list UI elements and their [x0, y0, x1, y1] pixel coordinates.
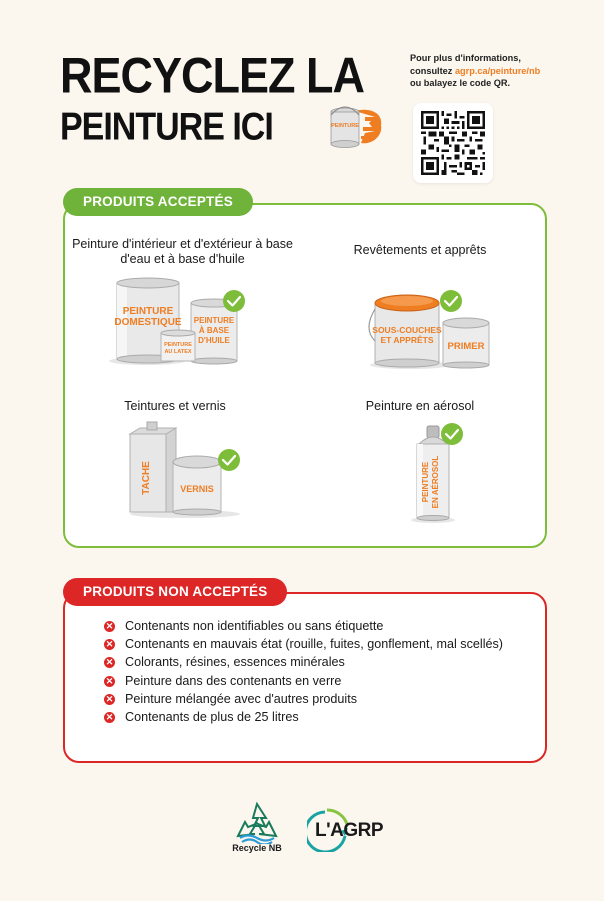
list-item: [104, 709, 524, 727]
accepted-heading: PRODUITS ACCEPTÉS: [63, 188, 253, 216]
house-paint-cans-illustration: [105, 277, 255, 367]
x-circle-icon: ✕: [105, 711, 114, 722]
recycle-arrows-icon: [228, 800, 286, 844]
rejected-item-text: Contenants de plus de 25 litres: [125, 709, 299, 724]
x-circle-icon: ✕: [105, 693, 114, 704]
info-text: [410, 52, 600, 90]
list-item: [104, 673, 524, 691]
can-label-undercoat-1: SOUS-COUCHES: [372, 325, 442, 335]
list-item: [104, 636, 524, 654]
category-label-aerosol: Peinture en aérosol: [365, 399, 475, 413]
recycle-nb-logo: [228, 800, 286, 858]
primers-cans-illustration: [365, 287, 500, 372]
can-label-aerosol-2: EN AÉROSOL: [431, 455, 440, 509]
can-label-oil-2: À BASE: [198, 326, 230, 335]
rejected-heading: PRODUITS NON ACCEPTÉS: [63, 578, 287, 606]
rejected-item-text: Contenants non identifiables ou sans étiquette: [125, 619, 384, 633]
qr-code-icon: [421, 111, 485, 175]
list-item: [104, 654, 524, 672]
title-line-2: PEINTURE ICI: [60, 105, 273, 149]
rejected-item-text: Colorants, résines, essences minérales: [125, 655, 345, 670]
can-label-domestic: PEINTURE: [122, 306, 174, 317]
x-circle-icon: ✕: [105, 621, 114, 631]
check-icon: [441, 423, 463, 445]
info-line-2: [410, 65, 600, 78]
page-title: [60, 46, 364, 149]
category-label-coatings: Revêtements et apprêts: [353, 243, 487, 257]
category-label-interior-exterior: Peinture d'intérieur et d'extérieur à base d'eau et à base d'huile: [72, 237, 293, 266]
info-line-3: ou balayez le code QR.: [410, 78, 511, 88]
title-can-label: PEINTURE: [331, 123, 359, 129]
rejected-item-text: Peinture mélangée avec d'autres produits: [125, 691, 358, 706]
paint-can-icon: [325, 103, 385, 151]
x-circle-icon: ✕: [105, 675, 114, 686]
check-icon: [440, 290, 462, 312]
can-label-oil-3: D'HUILE: [198, 336, 230, 345]
can-label-domestic-2: DOMESTIQUE: [114, 317, 182, 328]
category-label-stains: Teintures et vernis: [124, 399, 226, 413]
aerosol-can-illustration: [405, 420, 475, 525]
x-circle-icon: ✕: [105, 657, 114, 668]
can-label-varnish: VERNIS: [180, 484, 214, 494]
check-icon: [223, 290, 245, 312]
list-item: [104, 618, 524, 636]
can-label-primer: PRIMER: [447, 341, 485, 352]
can-label-latex-2: AU LATEX: [164, 349, 192, 355]
stain-varnish-illustration: [125, 420, 250, 520]
can-label-undercoat-2: ET APPRÊTS: [380, 335, 434, 345]
check-icon: [218, 449, 240, 471]
qr-code[interactable]: [413, 103, 493, 183]
rejected-item-text: Peinture dans des contenants en verre: [125, 673, 342, 688]
info-link[interactable]: agrp.ca/peinture/nb: [454, 65, 541, 76]
title-line-1: RECYCLEZ LA: [60, 46, 364, 104]
recycle-nb-label: Recycle NB: [232, 843, 282, 853]
x-circle-icon: ✕: [105, 639, 114, 650]
rejected-list: [104, 618, 524, 727]
rejected-item-text: Contenants en mauvais état (rouille, fuites, gonflement, mal scellés): [125, 637, 503, 652]
can-label-latex-1: PEINTURE: [164, 342, 192, 348]
agrp-logo: [307, 806, 402, 852]
agrp-label: L'AGRP: [315, 820, 384, 841]
can-label-stain: TACHE: [141, 461, 152, 495]
info-line-2-prefix: consultez: [410, 65, 455, 76]
can-label-aerosol-1: PEINTURE: [421, 461, 430, 503]
info-line-1: Pour plus d'informations,: [410, 53, 521, 63]
list-item: [104, 691, 524, 709]
can-label-oil-1: PEINTURE: [193, 316, 235, 325]
